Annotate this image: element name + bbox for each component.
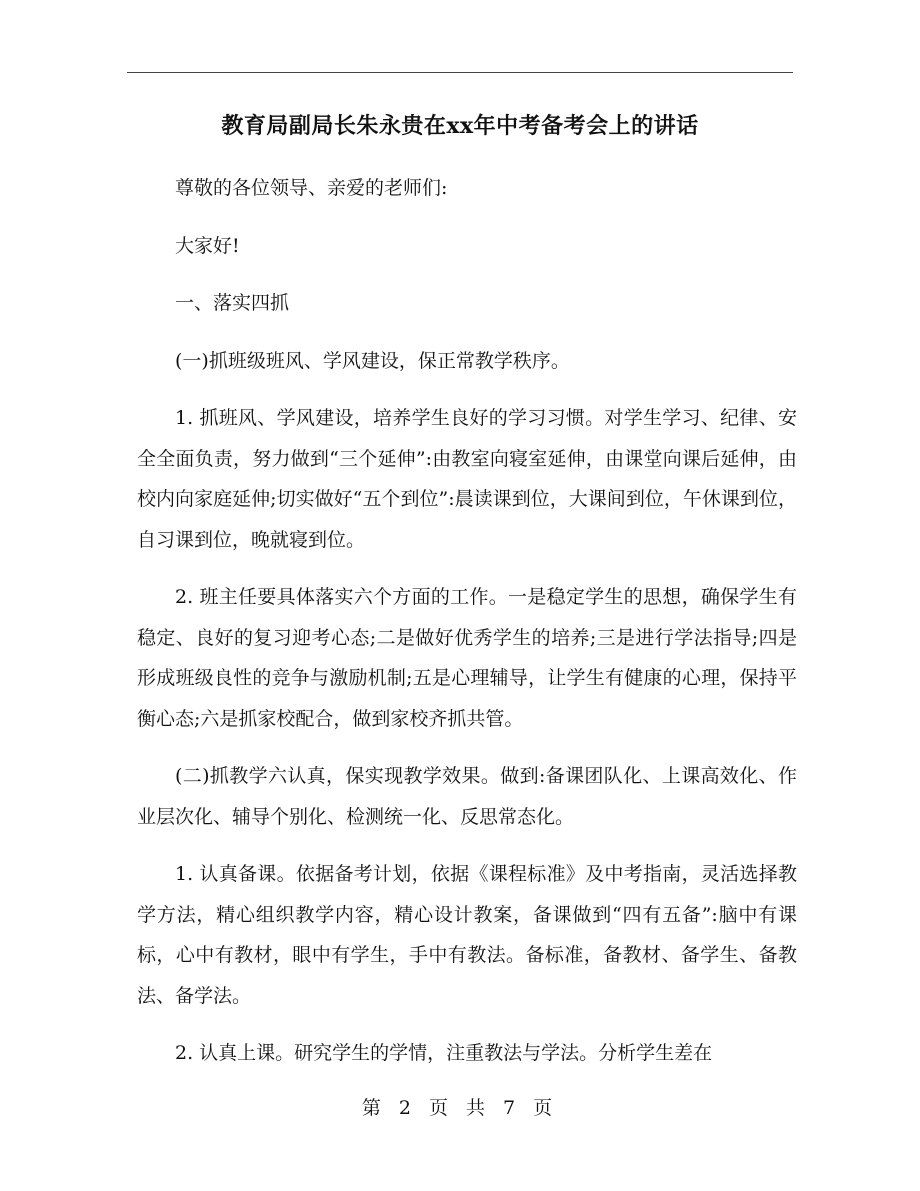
paragraph-item-3: 1. 认真备课。依据备考计划，依据《课程标准》及中考指南，灵活选择教学方法，精心组织教学内容，精心设计教案，备课做到“四有五备”:脑中有课标，心中有教材，眼中有学生，手中有教法。备标准，备教材、备学生、备教法、备学法。: [137, 863, 797, 1007]
paragraph-item-4: 2. 认真上课。研究学生的学情，注重教法与学法。分析学生差在: [175, 1042, 713, 1064]
header-rule: [127, 72, 793, 73]
document-body: [137, 168, 797, 1091]
paragraph-salutation: 尊敬的各位领导、亲爱的老师们:: [175, 177, 448, 199]
section-heading: 一、落实四抓: [175, 292, 290, 314]
page-number-footer: 第 2 页 共 7 页: [361, 1097, 559, 1119]
paragraph-item-1: 1. 抓班风、学风建设，培养学生良好的学习习惯。对学生学习、纪律、安全全面负责，努力做到“三个延伸”:由教室向寝室延伸，由课堂向课后延伸，由校内向家庭延伸;切实做好“五个到位”:晨读课到位，大课间到位，午休课到位，自习课到位，晚就寝到位。: [137, 407, 797, 551]
subsection-heading-1: (一)抓班级班风、学风建设，保正常教学秩序。: [175, 349, 570, 372]
document-title: 教育局副局长朱永贵在xx年中考备考会上的讲话: [221, 113, 699, 139]
subsection-heading-2: (二)抓教学六认真，保实现教学效果。做到:备课团队化、上课高效化、作业层次化、辅导个别化、检测统一化、反思常态化。: [137, 765, 797, 828]
paragraph-greeting: 大家好!: [175, 234, 240, 257]
paragraph-item-2: 2. 班主任要具体落实六个方面的工作。一是稳定学生的思想，确保学生有稳定、良好的复习迎考心态;二是做好优秀学生的培养;三是进行学法指导;四是形成班级良性的竞争与激励机制;五是心理辅导，让学生有健康的心理，保持平衡心态;六是抓家校配合，做到家校齐抓共管。: [137, 586, 797, 730]
